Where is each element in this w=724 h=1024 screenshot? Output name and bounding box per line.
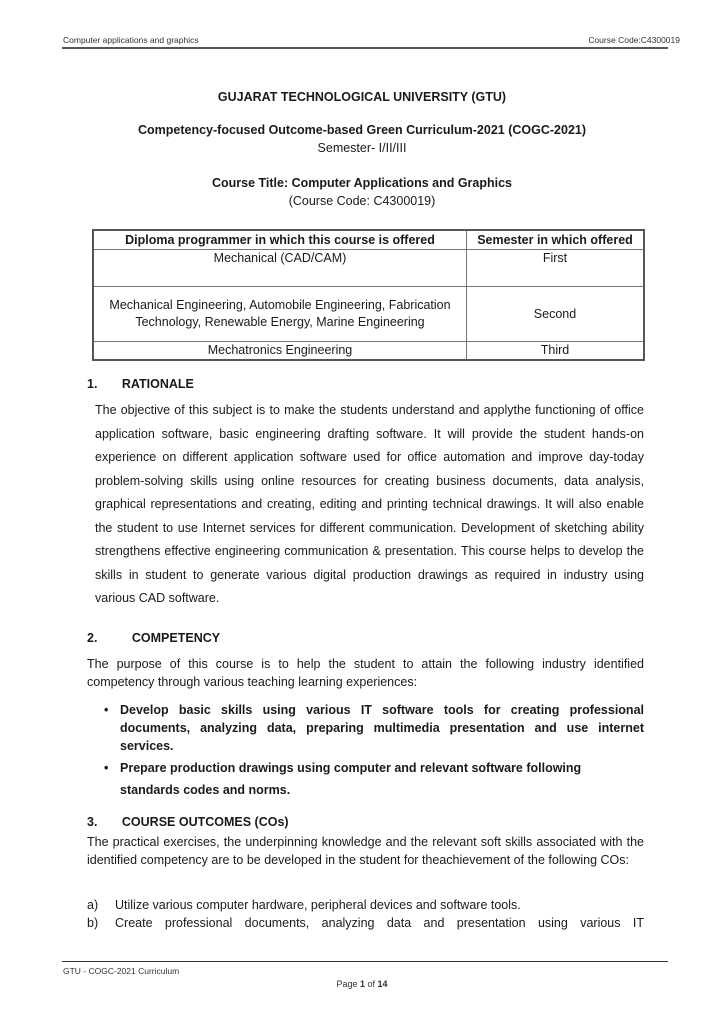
table-row <box>93 250 644 287</box>
bullet-icon: • <box>104 703 109 717</box>
table-header-semester: Semester in which offered <box>467 230 645 250</box>
item-label: a) <box>87 898 99 912</box>
curriculum-title: Competency-focused Outcome-based Green Curriculum-2021 (COGC-2021) <box>137 123 587 137</box>
footer-label: GTU - COGC-2021 Curriculum <box>63 966 180 976</box>
page-total: 14 <box>377 979 388 989</box>
table-cell-semester: Second <box>467 287 645 342</box>
footer-rule <box>62 961 668 962</box>
list-item <box>87 896 644 914</box>
table-cell-program: Mechanical Engineering, Automobile Engineering, Fabrication Technology, Renewable Energy, Marine Engineering <box>93 287 467 342</box>
page-prefix: Page <box>336 979 360 989</box>
list-item <box>104 757 644 801</box>
item-label: b) <box>87 916 99 930</box>
section-competency-heading <box>87 629 220 647</box>
table-row <box>93 287 644 342</box>
page-number <box>0 979 724 989</box>
section-number: 2. <box>87 631 98 645</box>
table-row <box>93 342 644 361</box>
section-title: COURSE OUTCOMES (COs) <box>121 815 289 829</box>
item-text: Utilize various computer hardware, peripheral devices and software tools. <box>115 898 521 912</box>
table-cell-semester: First <box>467 250 645 287</box>
item-text: Create professional documents, analyzing data and presentation using various IT <box>115 916 644 930</box>
table-cell-semester: Third <box>467 342 645 361</box>
table-cell-program: Mechanical (CAD/CAM) <box>93 250 467 287</box>
section-rationale-heading <box>87 375 194 393</box>
section-number: 3. <box>87 815 98 829</box>
table-cell-program: Mechatronics Engineering <box>93 342 467 361</box>
list-item <box>87 914 644 932</box>
competency-bullet-list <box>104 701 644 801</box>
bullet-text: Prepare production drawings using computer and relevant software following standards codes and norms. <box>120 761 582 797</box>
rationale-paragraph: The objective of this subject is to make the students understand and applythe functioning of office application software, basic engineering drafting software. It will provide the student hands-on experience on different application software used for office automation and improve day-today problem-solving skills using online resources for creating business documents, data analysis, graphical representations and creating, editing and printing technical drawings. It will also enable the student to use Internet services for different communication. Development of sketching ability strengthens effective engineering communication & presentation. This course helps to develop the skills in student to generate various digital production drawings as required in industry using various CAD software. <box>95 403 644 605</box>
course-code: (Course Code: C4300019) <box>288 194 436 208</box>
list-item <box>104 701 644 755</box>
section-outcomes-heading <box>87 813 289 831</box>
outcomes-list <box>87 896 644 932</box>
bullet-icon: • <box>104 761 109 775</box>
semester-label: Semester- I/II/III <box>317 141 407 155</box>
page-of: of <box>365 979 378 989</box>
table-header-program: Diploma programmer in which this course is offered <box>93 230 467 250</box>
outcomes-intro: The practical exercises, the underpinning knowledge and the relevant soft skills associated with the identified competency are to be developed in the student for theachievement of the following COs: <box>87 835 644 867</box>
course-title: Course Title: Computer Applications and Graphics <box>211 176 513 190</box>
section-number: 1. <box>87 377 98 391</box>
section-title: RATIONALE <box>121 377 194 391</box>
university-title: GUJARAT TECHNOLOGICAL UNIVERSITY (GTU) <box>217 90 507 104</box>
competency-intro: The purpose of this course is to help the student to attain the following industry identified competency through various teaching learning experiences: <box>87 657 644 689</box>
bullet-text: Develop basic skills using various IT software tools for creating professional documents, analyzing data, preparing multimedia presentation and use internet services. <box>120 703 644 753</box>
running-header-course-code: Course Code:C4300019 <box>588 35 680 45</box>
section-title: COMPETENCY <box>131 631 221 645</box>
running-header-title: Computer applications and graphics <box>63 35 199 45</box>
header-rule <box>62 47 668 49</box>
program-table <box>92 229 645 361</box>
page-current: 1 <box>359 979 365 989</box>
table-header-row <box>93 230 644 250</box>
